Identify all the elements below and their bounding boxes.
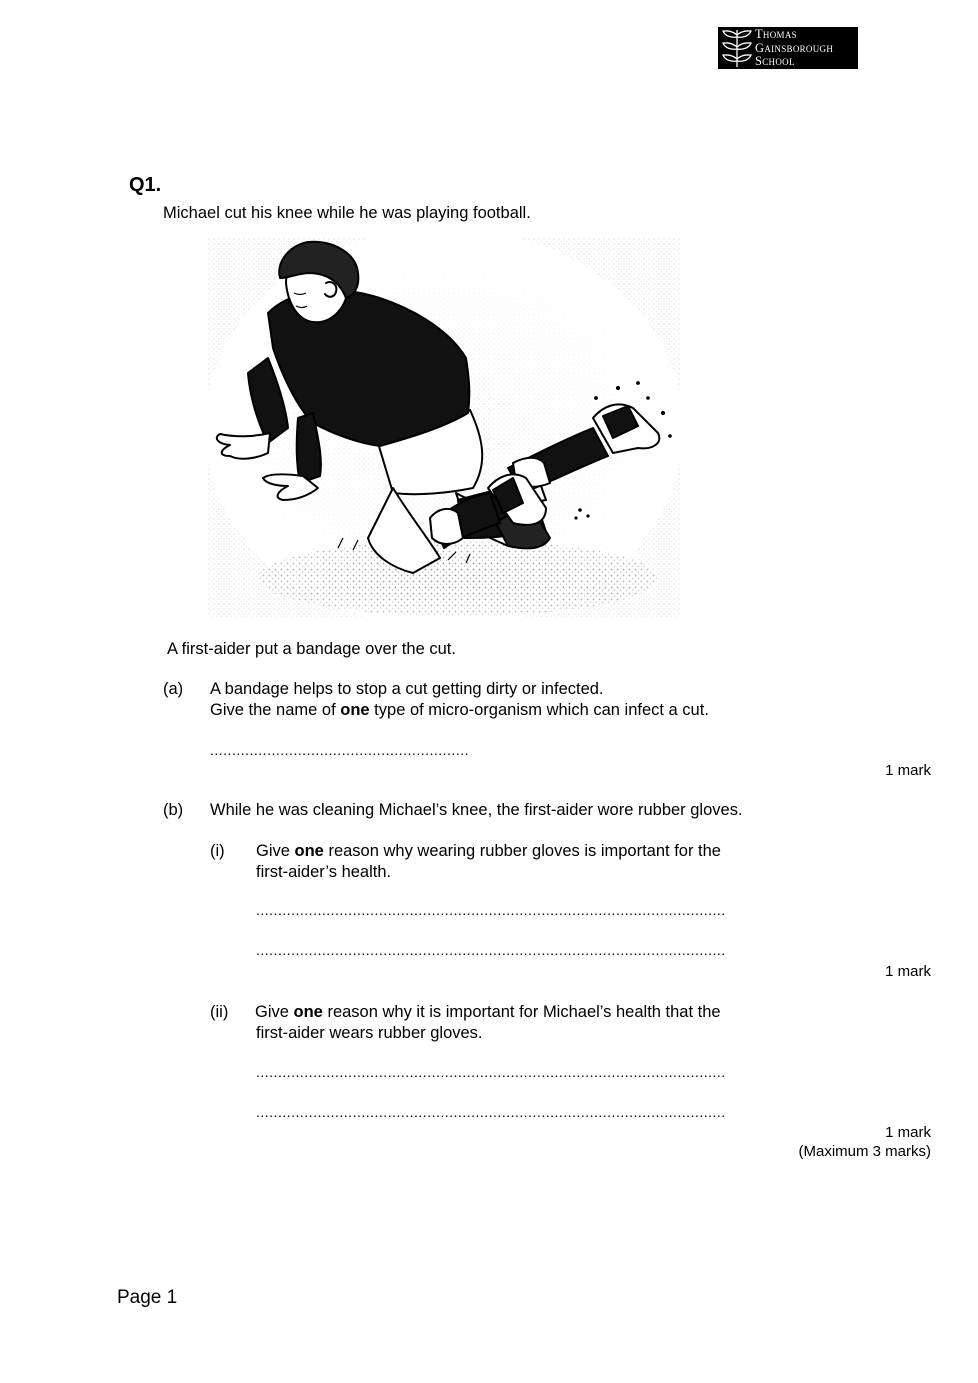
part-b-text: While he was cleaning Michael’s knee, the first-aider wore rubber gloves. — [210, 801, 743, 819]
school-logo — [718, 27, 858, 69]
part-a-mark: 1 mark — [885, 762, 931, 779]
footballer-illustration — [208, 238, 680, 618]
part-b-i-line-2: first-aider’s health. — [256, 863, 392, 881]
part-a-line-2 — [210, 700, 709, 721]
first-aider-sentence: A first-aider put a bandage over the cut. — [167, 640, 456, 658]
part-b-i-answer-line-2[interactable]: ........................................................................................................... — [256, 942, 726, 958]
question-intro: Michael cut his knee while he was playing football. — [163, 204, 531, 222]
part-b-ii-line-1-pre: Give — [255, 1003, 294, 1021]
part-b-ii-answer-line-2[interactable]: ........................................................................................................... — [256, 1104, 726, 1120]
part-b-ii-mark: 1 mark — [885, 1124, 931, 1141]
part-b-ii-line-1-post: reason why it is important for Michael’s health that the — [322, 1003, 721, 1021]
logo-line-2: Gainsborough — [755, 40, 834, 55]
part-a-line-2-pre: Give the name of — [210, 701, 341, 719]
part-b-i-line-1-post: reason why wearing rubber gloves is important for the — [323, 842, 721, 860]
part-a-line-1: A bandage helps to stop a cut getting dirty or infected. — [210, 680, 604, 698]
logo-line-1: Thomas — [755, 27, 797, 41]
part-b-label: (b) — [163, 801, 184, 819]
part-b-ii-line-1-bold: one — [293, 1003, 323, 1021]
part-b-i-mark: 1 mark — [885, 963, 931, 980]
maximum-marks: (Maximum 3 marks) — [798, 1143, 931, 1160]
wheat-leaf-icon — [720, 28, 754, 68]
page-number: Page 1 — [117, 1287, 178, 1308]
part-b-ii-answer-line-1[interactable]: ........................................................................................................... — [256, 1064, 726, 1080]
part-b-ii-line-1 — [255, 1002, 721, 1023]
part-b-i-label: (i) — [210, 842, 225, 860]
part-b-i-answer-line-1[interactable]: ........................................................................................................... — [256, 902, 726, 918]
question-number: Q1. — [129, 174, 162, 196]
logo-line-3: School — [755, 54, 795, 68]
part-b-i-line-1-bold: one — [294, 842, 324, 860]
part-b-i-line-1-pre: Give — [256, 842, 295, 860]
part-a-line-2-post: type of micro-organism which can infect a cut. — [369, 701, 709, 719]
part-a-line-2-bold: one — [340, 701, 370, 719]
part-b-ii-label: (ii) — [210, 1003, 229, 1021]
part-b-ii-line-2: first-aider wears rubber gloves. — [256, 1024, 483, 1042]
part-a-label: (a) — [163, 680, 184, 698]
part-a-answer-line[interactable]: ........................................................... — [210, 742, 469, 758]
part-b-i-line-1 — [256, 841, 721, 862]
